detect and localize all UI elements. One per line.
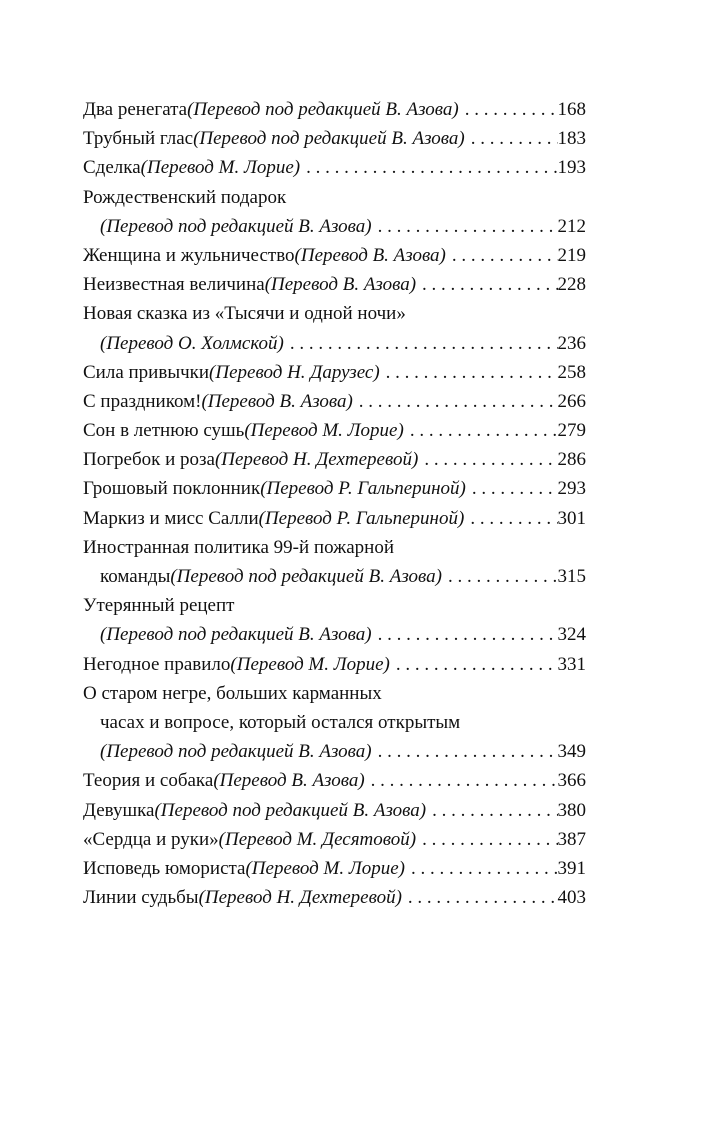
toc-entry-translator: (Перевод Н. Дарузес) [209, 361, 380, 383]
toc-entry-title: Сила привычки [83, 361, 210, 383]
dot-leader [390, 650, 558, 679]
toc-entry [83, 95, 586, 124]
toc-entry [83, 153, 586, 182]
toc-entry-title: Негодное правило [83, 653, 231, 675]
toc-entry-page: 301 [557, 507, 586, 529]
toc-entry-title: Маркиз и мисс Салли [83, 507, 259, 529]
toc-entry [83, 358, 586, 387]
toc-entry-page: 286 [557, 449, 586, 471]
toc-entry-page: 212 [557, 215, 586, 237]
toc-entry-page: 183 [557, 128, 586, 150]
toc-entry-title: Грошовый поклонник [83, 478, 261, 500]
dot-leader [365, 766, 558, 795]
toc-entry-title-line [83, 299, 586, 328]
toc-entry-page: 387 [557, 828, 586, 850]
toc-entry-translator: (Перевод М. Десятовой) [218, 828, 417, 850]
toc-entry-translator: (Перевод под редакцией В. Азова) [100, 624, 372, 646]
toc-entry [83, 329, 586, 358]
toc-entry-title-line [83, 533, 586, 562]
toc-entry-page: 293 [557, 478, 586, 500]
dot-leader [464, 504, 557, 533]
toc-entry-translator: (Перевод Н. Дехтеревой) [198, 887, 402, 909]
toc-entry [83, 737, 586, 766]
toc-entry-page: 349 [557, 741, 586, 763]
dot-leader [372, 212, 558, 241]
toc-entry [83, 825, 586, 854]
toc-entry [83, 270, 586, 299]
dot-leader [402, 883, 558, 912]
toc-entry [83, 212, 586, 241]
dot-leader [465, 124, 558, 153]
toc-entry-translator: (Перевод М. Лорие) [230, 653, 390, 675]
dot-leader [418, 445, 557, 474]
dot-leader [353, 387, 558, 416]
toc-entry-translator: (Перевод М. Лорие) [245, 857, 405, 879]
dot-leader [426, 796, 557, 825]
toc-entry-title-line [83, 183, 586, 212]
toc-entry [83, 387, 586, 416]
toc-entry-title: Рождественский подарок [83, 186, 287, 208]
toc-entry-page: 391 [557, 857, 586, 879]
toc-entry-translator: (Перевод под редакцией В. Азова) [193, 128, 465, 150]
toc-entry-page: 168 [557, 99, 586, 120]
toc-entry-translator: (Перевод Р. Гальпериной) [258, 507, 465, 529]
toc-entry-page: 258 [557, 361, 586, 383]
dot-leader [284, 329, 558, 358]
toc-entry-page: 380 [557, 799, 586, 821]
toc-entry-page: 266 [557, 390, 586, 412]
toc-entry-translator: (Перевод под редакцией В. Азова) [170, 566, 442, 587]
toc-entry-title-line [83, 591, 586, 620]
toc-entry-title: Исповедь юмориста [83, 857, 246, 879]
toc-entry-title: Женщина и жульничество [83, 244, 295, 266]
dot-leader [416, 825, 557, 854]
toc-entry [83, 504, 586, 533]
toc-entry-title-cont: команды [100, 566, 171, 587]
toc-entry-title: Теория и собака [83, 770, 214, 792]
toc-entry-translator: (Перевод Н. Дехтеревой) [214, 449, 419, 471]
toc-entry-page: 315 [557, 566, 586, 587]
toc-entry-title: Неизвестная величина [83, 274, 265, 296]
toc-entry [83, 124, 586, 153]
toc-entry-title-line [83, 708, 586, 737]
toc-entry-translator: (Перевод В. Азова) [213, 770, 365, 792]
dot-leader [459, 95, 558, 124]
toc-entry-title-cont: часах и вопросе, который остался открытым [100, 711, 461, 733]
toc-entry-page: 236 [557, 332, 586, 354]
dot-leader [416, 270, 557, 299]
toc-entry-title: Новая сказка из «Тысячи и одной ночи» [83, 303, 406, 325]
toc-entry [83, 416, 586, 445]
toc-entry-title: О старом негре, больших карманных [83, 682, 382, 704]
toc-entry-translator: (Перевод М. Лорие) [244, 420, 404, 442]
toc-entry-translator: (Перевод В. Азова) [264, 274, 417, 296]
toc-entry-title: Погребок и роза [83, 449, 215, 471]
toc-entry-page: 219 [557, 244, 586, 266]
toc-entry [83, 620, 586, 649]
toc-entry [83, 650, 586, 679]
toc-entry-page: 279 [557, 420, 586, 442]
toc-entry-translator: (Перевод под редакцией В. Азова) [100, 215, 372, 237]
toc-entry [83, 883, 586, 912]
toc-entry-page: 403 [557, 887, 586, 909]
toc-entry-title: Сделка [83, 157, 141, 179]
toc-entry-translator: (Перевод Р. Гальпериной) [260, 478, 466, 500]
toc-entry [83, 766, 586, 795]
dot-leader [446, 241, 558, 270]
toc-entry-translator: (Перевод под редакцией В. Азова) [100, 741, 372, 763]
toc-entry-translator: (Перевод под редакцией В. Азова) [187, 99, 459, 120]
toc-entry-translator: (Перевод В. Азова) [201, 390, 353, 412]
toc-entry-title: Сон в летнюю сушь [83, 420, 245, 442]
toc-entry-title: «Сердца и руки» [83, 828, 219, 850]
toc-entry [83, 241, 586, 270]
toc-entry-translator: (Перевод под редакцией В. Азова) [154, 799, 427, 821]
dot-leader [372, 737, 558, 766]
table-of-contents [83, 95, 586, 912]
dot-leader [466, 474, 558, 503]
toc-entry-title: С праздником! [83, 390, 202, 412]
toc-entry [83, 854, 586, 883]
dot-leader [442, 562, 558, 591]
dot-leader [404, 416, 558, 445]
toc-entry-title: Утерянный рецепт [83, 595, 235, 617]
toc-entry-page: 366 [557, 770, 586, 792]
toc-entry-title: Два ренегата [83, 99, 188, 120]
dot-leader [300, 153, 557, 182]
toc-entry-title: Девушка [83, 799, 155, 821]
toc-entry [83, 474, 586, 503]
toc-entry-translator: (Перевод О. Холмской) [100, 332, 284, 354]
dot-leader [372, 620, 558, 649]
toc-entry [83, 445, 586, 474]
toc-entry-translator: (Перевод В. Азова) [294, 244, 446, 266]
toc-entry-page: 324 [557, 624, 586, 646]
toc-entry-title: Иностранная политика 99-й пожарной [83, 536, 395, 558]
toc-entry [83, 562, 586, 591]
toc-entry-translator: (Перевод М. Лорие) [140, 157, 301, 179]
toc-entry-title: Трубный глас [83, 128, 194, 150]
toc-entry-page: 331 [557, 653, 586, 675]
toc-entry-title-line [83, 679, 586, 708]
toc-entry [83, 796, 586, 825]
toc-entry-page: 228 [557, 274, 586, 296]
dot-leader [405, 854, 558, 883]
dot-leader [380, 358, 558, 387]
toc-entry-page: 193 [557, 157, 586, 179]
toc-entry-title: Линии судьбы [83, 887, 199, 909]
